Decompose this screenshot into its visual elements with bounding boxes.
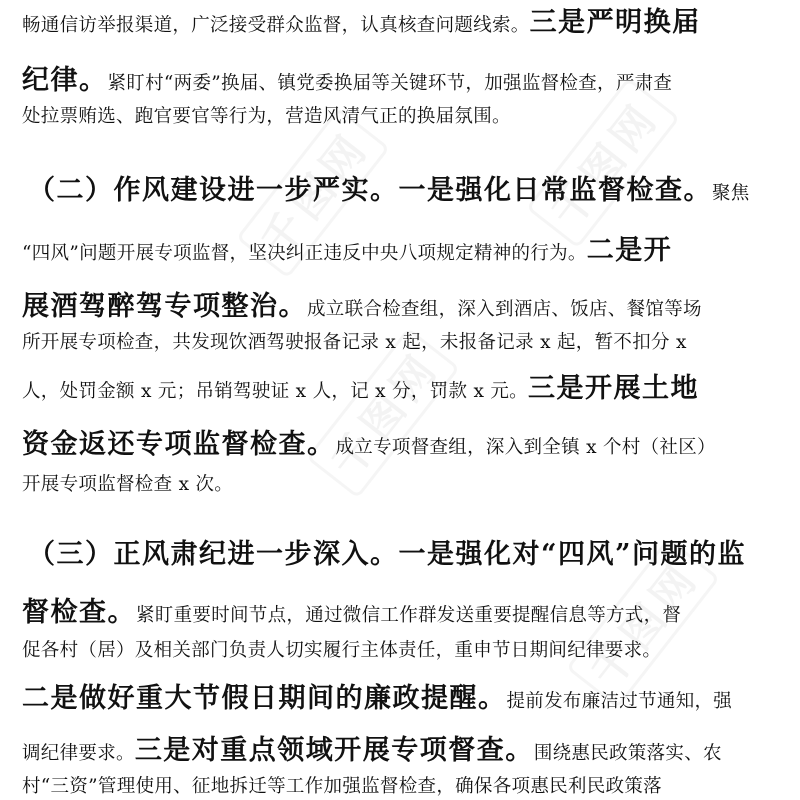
paragraph-line: [22, 772, 782, 798]
body-text: 成立联合检查组，深入到酒店、饭店、餐馆等场: [307, 299, 702, 320]
emphasis-text: 纪律。: [22, 65, 108, 96]
body-text: 开展专项监督检查 x 次。: [22, 474, 234, 495]
body-text: 处拉票贿选、跑官要官等行为，营造风清气正的换届氛围。: [22, 106, 511, 127]
emphasis-text: 二是开: [586, 235, 673, 266]
paragraph-line: [22, 422, 782, 461]
paragraph-line: [22, 102, 782, 128]
body-text: 紧盯村“两委”换届、镇党委换届等关键环节，加强监督检查，严肃查: [107, 73, 673, 94]
body-text: 促各村（居）及相关部门负责人切实履行主体责任，重申节日期间纪律要求。: [22, 640, 662, 661]
body-text: 成立专项督查组，深入到全镇 x 个村（社区）: [335, 437, 716, 458]
watermark: 千图网: [566, 537, 720, 708]
paragraph-line: [22, 366, 782, 405]
paragraph-line: [22, 0, 782, 39]
paragraph-line: [22, 328, 782, 354]
section-heading: （二）作风建设进一步严实。一是强化日常监督检查。: [28, 175, 712, 206]
body-text: 调纪律要求。: [22, 743, 135, 764]
emphasis-text: 三是对重点领域开展专项督查。: [134, 735, 534, 766]
paragraph-line: [22, 58, 782, 97]
watermark: 千图网: [306, 327, 460, 498]
emphasis-text: 二是做好重大节假日期间的廉政提醒。: [22, 683, 507, 714]
body-text: 聚焦: [712, 183, 750, 204]
paragraph-line: [22, 284, 782, 323]
emphasis-text: 展酒驾醉驾专项整治。: [22, 291, 307, 322]
paragraph-line: [22, 636, 782, 662]
section-heading-line: [28, 532, 788, 571]
paragraph-line: [22, 228, 782, 267]
section-heading: （三）正风肃纪进一步深入。一是强化对“四风”问题的监: [28, 539, 747, 570]
paragraph-line: [22, 728, 782, 767]
body-text: 人，处罚金额 x 元；吊销驾驶证 x 人，记 x 分，罚款 x 元。: [22, 381, 528, 402]
body-text: 所开展专项检查，共发现饮酒驾驶报备记录 x 起，未报备记录 x 起，暂不扣分 x: [22, 332, 687, 353]
watermark: 千图网: [236, 107, 390, 278]
emphasis-text: 三是严明换届: [529, 7, 701, 38]
body-text: 畅通信访举报渠道，广泛接受群众监督，认真核查问题线索。: [22, 15, 530, 36]
paragraph-line: [22, 590, 782, 629]
body-text: 围绕惠民政策落实、农: [533, 743, 722, 764]
body-text: 提前发布廉洁过节通知，强: [506, 691, 733, 712]
emphasis-text: 督检查。: [22, 597, 136, 628]
section-heading-line: [28, 168, 788, 207]
watermark: 千图网: [526, 77, 680, 248]
emphasis-text: 资金返还专项监督检查。: [22, 429, 336, 460]
body-text: 村“三资”管理使用、征地拆迁等工作加强监督检查，确保各项惠民利民政策落: [22, 776, 662, 797]
paragraph-line: [22, 676, 782, 715]
body-text: “四风”问题开展专项监督，坚决纠正违反中央八项规定精神的行为。: [22, 243, 587, 264]
paragraph-line: [22, 470, 782, 496]
emphasis-text: 三是开展土地: [527, 373, 699, 404]
body-text: 紧盯重要时间节点，通过微信工作群发送重要提醒信息等方式，督: [136, 605, 682, 626]
